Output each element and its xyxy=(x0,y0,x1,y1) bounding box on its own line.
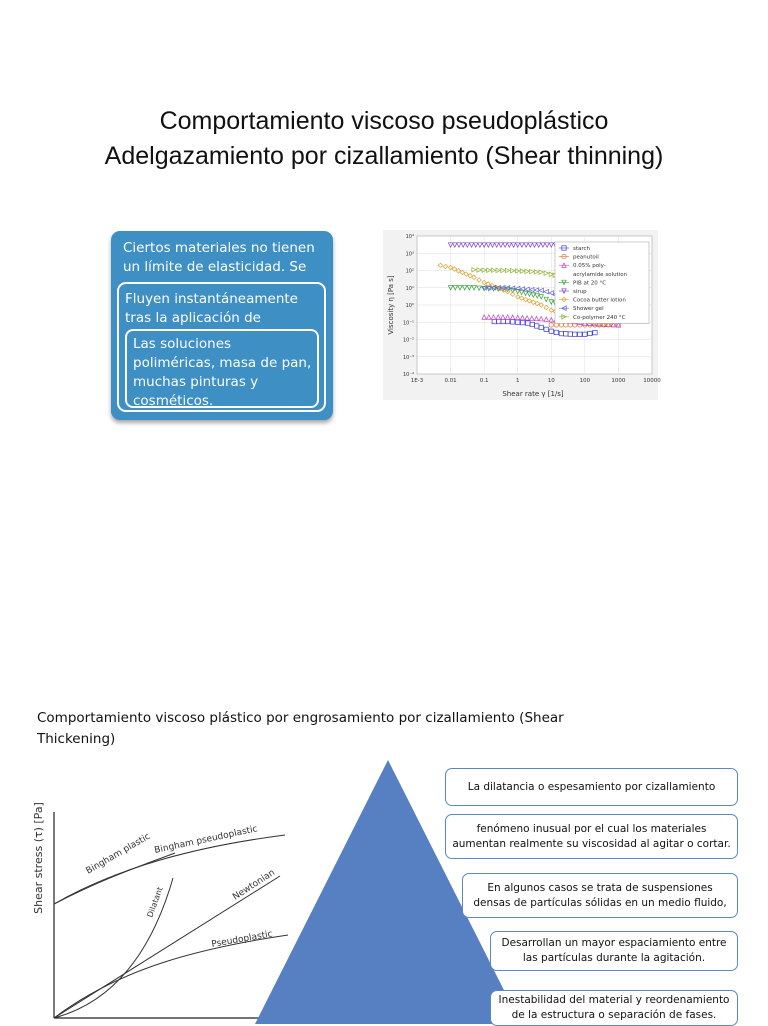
label-pseudoplastic: Pseudoplastic xyxy=(210,929,274,950)
title-line-1: Comportamiento viscoso pseudoplástico xyxy=(159,107,609,135)
chart-legend xyxy=(555,242,649,323)
y-tick-label: 10⁰ xyxy=(405,303,414,309)
callout-2: fenómeno inusual por el cual los materiales aumentan realmente su viscosidad al agitar o cortar. xyxy=(445,814,738,859)
label-bingham-pseudoplastic: Bingham pseudoplastic xyxy=(153,824,259,856)
x-tick-label: 1 xyxy=(515,378,520,384)
legend-label: PIB at 20 °C xyxy=(573,280,607,287)
legend-label: sirup xyxy=(573,289,587,295)
y-tick-label: 10⁴ xyxy=(405,234,414,240)
x-tick-label: 100 xyxy=(579,378,591,384)
y-tick-label: 10³ xyxy=(405,251,414,258)
inner-text-box xyxy=(125,329,319,408)
callout-4: Desarrollan un mayor espaciamiento entre las partículas durante la agitación. xyxy=(490,931,738,971)
outer-text-box xyxy=(111,231,333,420)
callout-5: Inestabilidad del material y reordenamiento de la estructura o separación de fases. xyxy=(490,990,738,1026)
viscosity-chart xyxy=(383,230,661,400)
callout-1: La dilatancia o espesamiento por cizallamiento xyxy=(445,768,738,806)
x-tick-label: 1000 xyxy=(611,378,626,384)
y-tick-label: 10¹ xyxy=(405,285,414,292)
x-tick-label: 0.1 xyxy=(479,378,489,384)
y-tick-label: 10⁻³ xyxy=(402,354,414,361)
x-tick-label: 10 xyxy=(547,378,555,384)
legend-label: Co-polymer 240 °C xyxy=(573,314,626,321)
y-axis-label: Shear stress (τ) [Pa] xyxy=(32,802,45,914)
callout-3: En algunos casos se trata de suspensiones densas de partículas sólidas en un medio fluido, xyxy=(462,873,738,918)
legend-label: 0.05% poly- xyxy=(573,263,606,270)
middle-text-box xyxy=(117,282,326,412)
y-axis-label: Viscosity η [Pa s] xyxy=(387,275,395,335)
outer-box-text: Ciertos materiales no tienen un límite de elasticidad. Se xyxy=(123,240,315,275)
x-tick-label: 1E-3 xyxy=(410,378,424,384)
legend-label: Shower gel xyxy=(573,306,604,313)
middle-box-text: Fluyen instantáneamente tras la aplicación de xyxy=(125,291,298,326)
legend-label-cont: acrylamide solution xyxy=(573,271,628,278)
title-line-2: Adelgazamiento por cizallamiento (Shear thinning) xyxy=(104,142,664,170)
legend-label: starch xyxy=(573,246,591,252)
label-bingham-plastic: Bingham plastic xyxy=(84,831,153,877)
x-axis-label: Shear rate γ [1/s] xyxy=(502,390,564,398)
curve-pseudoplastic xyxy=(54,935,288,1018)
legend-label: Cocoa butter lotion xyxy=(573,297,626,304)
y-tick-label: 10⁻⁴ xyxy=(402,372,414,378)
slide-title xyxy=(0,104,768,174)
y-tick-label: 10² xyxy=(405,268,414,275)
label-dilatant: Dilatant xyxy=(145,885,165,919)
legend-label: peanutoil xyxy=(573,254,599,261)
y-tick-label: 10⁻¹ xyxy=(402,320,414,327)
y-tick-label: 10⁻² xyxy=(402,337,414,344)
section2-title: Comportamiento viscoso plástico por engrosamiento por cizallamiento (Shear Thickening) xyxy=(37,710,564,747)
x-tick-label: 0.01 xyxy=(444,378,457,384)
label-newtonian: Newtonian xyxy=(231,867,277,903)
x-tick-label: 10000 xyxy=(643,378,661,384)
inner-box-text: Las soluciones poliméricas, masa de pan, muchas pinturas y cosméticos. xyxy=(133,336,312,409)
